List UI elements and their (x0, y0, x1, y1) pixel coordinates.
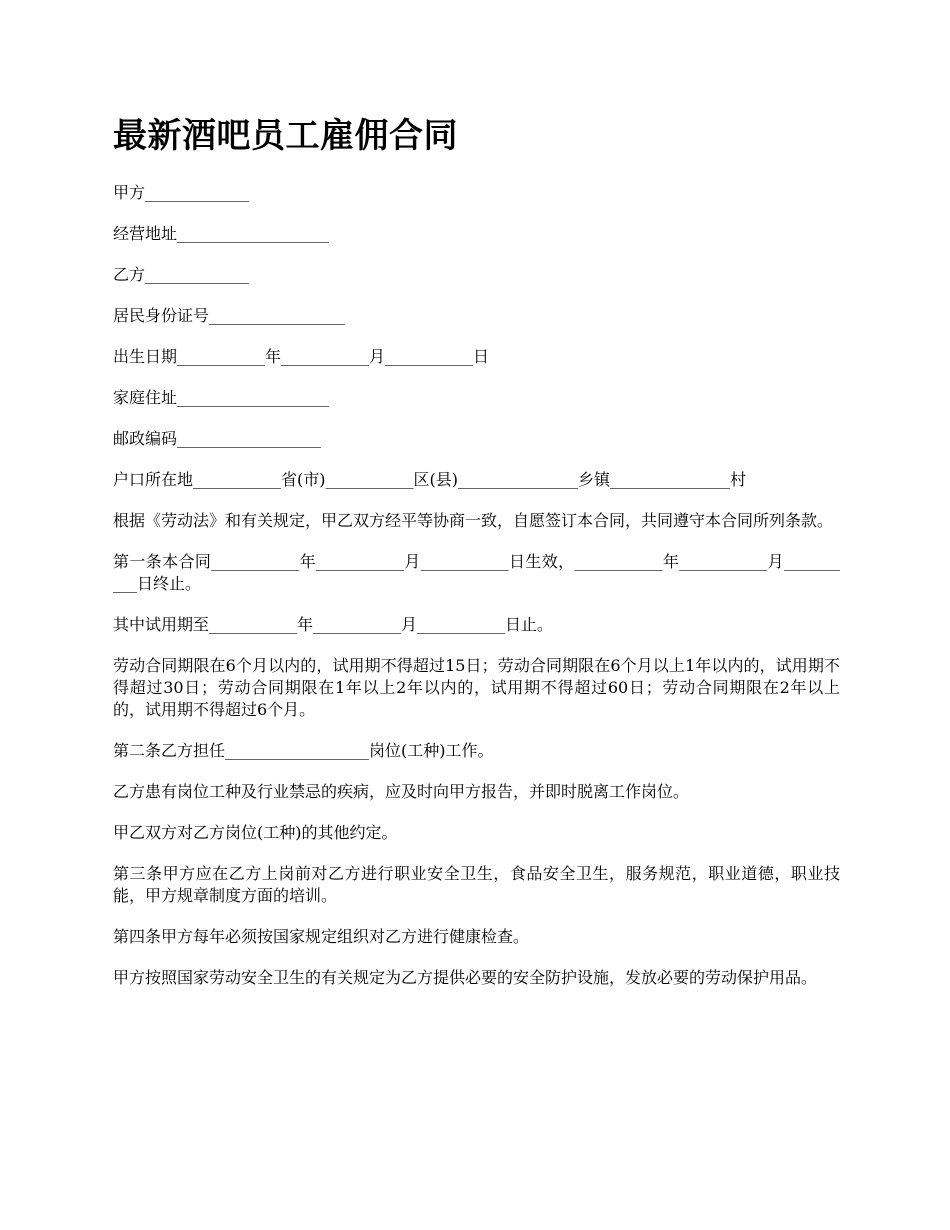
business-address-field: 经营地址___________________ (113, 224, 330, 243)
article-2-position: 第二条乙方担任__________________岗位(工种)工作。 (113, 741, 494, 760)
preamble-paragraph: 根据《劳动法》和有关规定，甲乙双方经平等协商一致，自愿签订本合同，共同遵守本合同所列条款。 (113, 511, 834, 530)
document-title: 最新酒吧员工雇佣合同 (113, 116, 458, 156)
article-1-term: 第一条本合同___________年___________月___________日生效，___________年___________月__________日终止。 (113, 552, 840, 593)
birth-date-field: 出生日期___________年___________月___________日 (113, 347, 490, 366)
probation-period: 其中试用期至___________年___________月___________日止。 (113, 615, 554, 634)
party-b-field: 乙方_____________ (113, 265, 250, 284)
article-4-health-check: 第四条甲方每年必须按国家规定组织对乙方进行健康检查。 (113, 927, 530, 946)
home-address-field: 家庭住址___________________ (113, 388, 330, 407)
id-number-field: 居民身份证号_________________ (113, 306, 346, 325)
postal-code-field: 邮政编码__________________ (113, 429, 322, 448)
other-agreements: 甲乙双方对乙方岗位(工种)的其他约定。 (113, 823, 398, 842)
contract-page (113, 112, 840, 1008)
probation-rules: 劳动合同期限在6个月以内的，试用期不得超过15日；劳动合同期限在6个月以上1年以内的，试用期不得超过30日；劳动合同期限在1年以上2年以内的，试用期不得超过60日；劳动合同期限在2年以上的，试用期不得超过6个月。 (113, 656, 840, 719)
safety-protection-clause: 甲方按照国家劳动安全卫生的有关规定为乙方提供必要的安全防护设施，发放必要的劳动保护用品。 (113, 968, 818, 987)
article-3-training: 第三条甲方应在乙方上岗前对乙方进行职业安全卫生，食品安全卫生，服务规范，职业道德，职业技能，甲方规章制度方面的培训。 (113, 864, 840, 905)
disease-report-clause: 乙方患有岗位工种及行业禁忌的疾病，应及时向甲方报告，并即时脱离工作岗位。 (113, 782, 690, 801)
party-a-field: 甲方_____________ (113, 183, 250, 202)
household-registration-field: 户口所在地___________省(市)___________区(县)_______________乡镇_______________村 (113, 470, 746, 489)
